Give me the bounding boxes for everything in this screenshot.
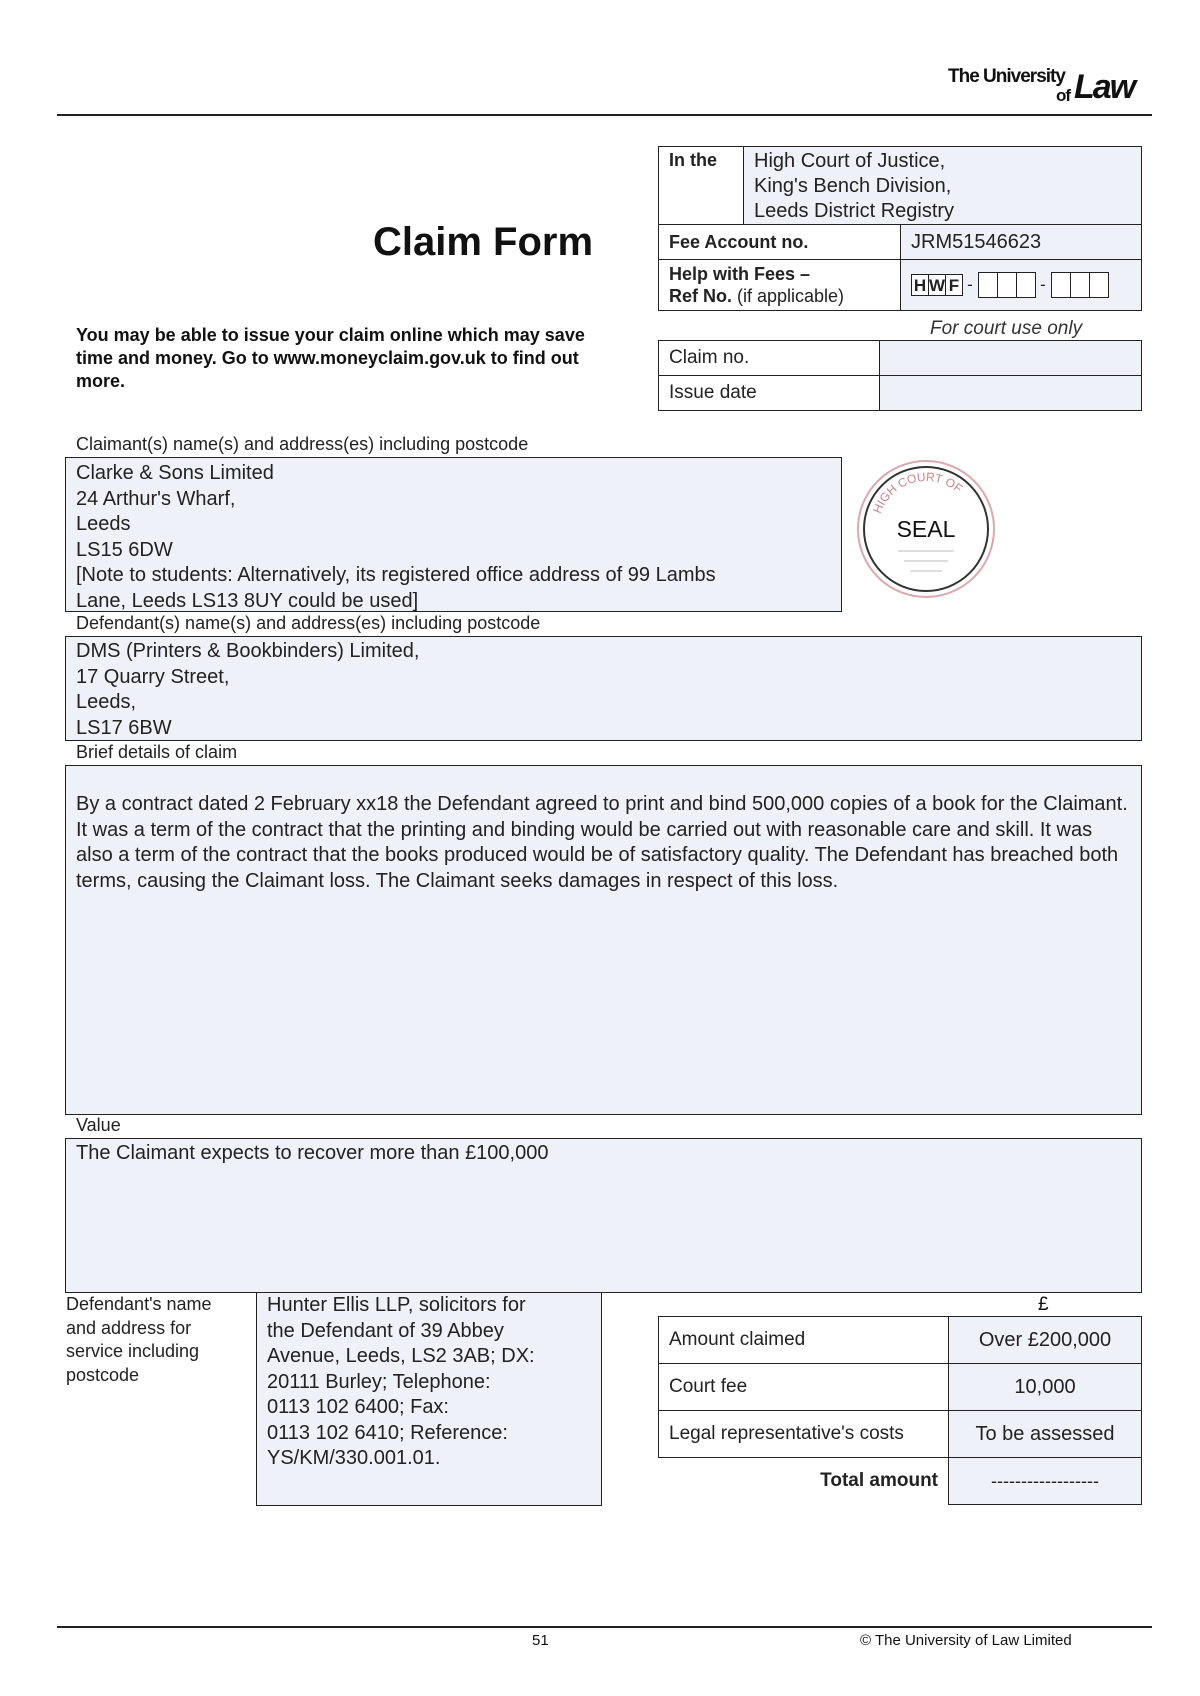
issue-date-label: Issue date — [659, 376, 880, 411]
brief-label: Brief details of claim — [76, 742, 238, 762]
hwf-ref-field[interactable]: H W F - - — [901, 260, 1142, 311]
hwf-letter-w: W — [929, 276, 946, 295]
defendant-label: Defendant(s) name(s) and address(es) including postcode — [76, 613, 541, 633]
seal-text: SEAL — [896, 516, 956, 542]
amount-claimed-value[interactable]: Over £200,000 — [949, 1317, 1142, 1364]
court-fee-value[interactable]: 10,000 — [949, 1364, 1142, 1411]
value-field[interactable] — [65, 1138, 1142, 1293]
seal-ring-text: HIGH COURT OF — [870, 469, 966, 516]
service-address: Hunter Ellis LLP, solicitors for the Defendant of 39 Abbey Avenue, Leeds, LS2 3AB; DX: 20111 Burley; Telephone: 0113 102 6400; Fax: 0113 102 6410; Reference: YS/KM/330.001.01. — [267, 1294, 535, 1469]
hwf-digit-box[interactable] — [997, 272, 1017, 298]
hwf-digit-box[interactable] — [978, 272, 998, 298]
legal-costs-value[interactable]: To be assessed — [949, 1411, 1142, 1458]
in-the-label: In the — [659, 147, 744, 225]
online-notice: You may be able to issue your claim online which may save time and money. Go to www.moneyclaim.gov.uk to find out more. — [76, 325, 585, 391]
value-label: Value — [76, 1115, 121, 1135]
currency-symbol: £ — [1038, 1294, 1049, 1315]
fee-account-label: Fee Account no. — [659, 225, 901, 260]
value-text: The Claimant expects to recover more than £100,000 — [76, 1142, 549, 1164]
header-rule — [57, 114, 1152, 116]
logo-line1: The University — [948, 66, 1065, 87]
seal-stamp — [852, 455, 1000, 603]
amounts-table — [658, 1316, 1142, 1505]
claim-no-label: Claim no. — [659, 341, 880, 376]
page-title: Claim Form — [373, 220, 594, 264]
claimant-field[interactable] — [65, 457, 842, 612]
amount-claimed-label: Amount claimed — [659, 1317, 949, 1364]
court-seal — [852, 455, 1000, 603]
issue-date-field[interactable] — [880, 376, 1142, 411]
hwf-label-ref: Ref No. — [669, 286, 732, 306]
hwf-letter-f: F — [945, 274, 963, 296]
legal-costs-label: Legal representative's costs — [659, 1411, 949, 1458]
total-amount-value[interactable]: ------------------ — [949, 1458, 1142, 1505]
logo — [940, 64, 1150, 108]
logo-law: Law — [1074, 68, 1135, 106]
total-amount-label: Total amount — [820, 1470, 938, 1492]
hwf-label — [659, 260, 901, 311]
page-number: 51 — [532, 1632, 549, 1649]
service-label: Defendant's name and address for service including postcode — [66, 1294, 212, 1385]
hwf-digit-box[interactable] — [1070, 272, 1090, 298]
claim-no-field[interactable] — [880, 341, 1142, 376]
hwf-letter-h: H — [911, 274, 929, 296]
service-field[interactable] — [256, 1293, 602, 1506]
claimant-label: Claimant(s) name(s) and address(es) including postcode — [76, 434, 529, 454]
court-name[interactable]: High Court of Justice, King's Bench Division, Leeds District Registry — [744, 147, 1142, 225]
copyright: © The University of Law Limited — [860, 1632, 1072, 1649]
hwf-digit-box[interactable] — [1051, 272, 1071, 298]
claimant-address: Clarke & Sons Limited 24 Arthur's Wharf, Leeds LS15 6DW [Note to students: Alternatively, its registered office address of 99 Lambs Lane, Leeds LS13 8UY could be used] — [76, 462, 716, 612]
hwf-digit-box[interactable] — [1089, 272, 1109, 298]
court-fee-label: Court fee — [659, 1364, 949, 1411]
brief-field[interactable] — [65, 765, 1142, 1115]
hwf-label-note: (if applicable) — [732, 286, 845, 306]
hwf-label-bold: Help with Fees – — [669, 264, 811, 284]
court-use-table — [658, 340, 1142, 411]
fee-account-value[interactable]: JRM51546623 — [901, 225, 1142, 260]
brief-text: By a contract dated 2 February xx18 the Defendant agreed to print and bind 500,000 copies of a book for the Claimant. It was a term of the contract that the printing and binding would be carried out with reasonable care and skill. It was also a term of the contract that the books produced would be of satisfactory quality. The Defendant has breached both terms, causing the Claimant loss. The Claimant seeks damages in respect of this loss. — [76, 793, 1128, 892]
court-table — [658, 146, 1142, 311]
court-use-label: For court use only — [930, 318, 1083, 339]
footer-rule — [57, 1626, 1152, 1628]
logo-of: of — [1056, 86, 1071, 105]
hwf-digit-box[interactable] — [1016, 272, 1036, 298]
defendant-field[interactable] — [65, 636, 1142, 741]
defendant-address: DMS (Printers & Bookbinders) Limited, 17 Quarry Street, Leeds, LS17 6BW — [76, 640, 420, 739]
